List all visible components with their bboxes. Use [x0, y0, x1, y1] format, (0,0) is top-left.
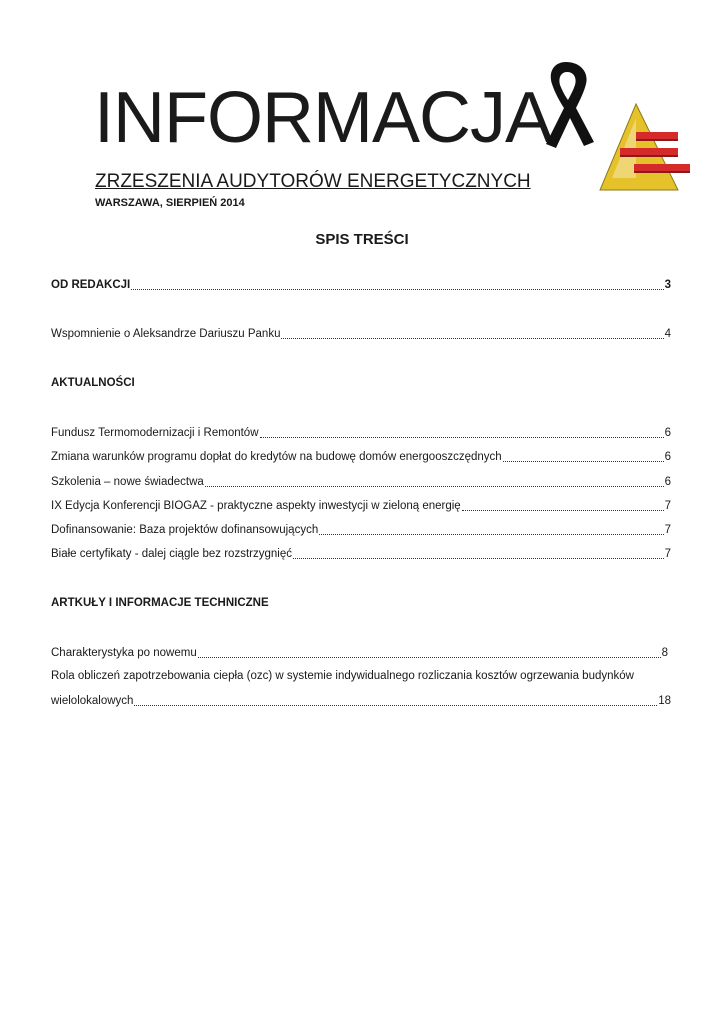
dot-leader [131, 279, 663, 290]
section-heading-aktualnosci: AKTUALNOŚCI [51, 377, 135, 389]
dateline: WARSZAWA, SIERPIEŃ 2014 [95, 197, 245, 209]
mourning-ribbon-icon [540, 58, 596, 150]
toc-entry-page: 3 [664, 279, 671, 291]
dot-leader [134, 695, 657, 706]
toc-entry-page: 7 [664, 524, 671, 536]
toc-entry[interactable] [51, 647, 668, 663]
section-heading-artykuly: ARTKUŁY I INFORMACJE TECHNICZNE [51, 597, 269, 609]
organization-subtitle: ZRZESZENIA AUDYTORÓW ENERGETYCZNYCH [95, 171, 531, 192]
toc-entry-page: 7 [664, 500, 671, 512]
toc-entry[interactable] [51, 524, 671, 540]
toc-entry-label: Zmiana warunków programu dopłat do kredytów na budowę domów energooszczędnych [51, 451, 502, 463]
toc-entry-label: OD REDAKCJI [51, 279, 131, 291]
masthead-title: INFORMACJA [94, 78, 552, 158]
toc-entry[interactable] [51, 451, 671, 467]
toc-entry-page: 6 [664, 476, 671, 488]
toc-entry-page: 7 [664, 548, 671, 560]
toc-entry-page: 6 [664, 451, 671, 463]
toc-entry-label: wielolokalowych [51, 695, 134, 707]
toc-entry-page: 4 [664, 328, 671, 340]
dot-leader [260, 427, 664, 438]
dot-leader [198, 647, 661, 658]
toc-entry[interactable] [51, 500, 671, 516]
zae-logo-icon [598, 102, 694, 194]
toc-entry-page: 8 [661, 647, 668, 659]
dot-leader [319, 524, 663, 535]
toc-entry[interactable] [51, 427, 671, 443]
toc-entry-wspomnienie[interactable] [51, 328, 671, 344]
toc-entry[interactable] [51, 476, 671, 492]
toc-entry-page: 6 [664, 427, 671, 439]
toc-entry-od-redakcji[interactable] [51, 279, 671, 295]
toc-entry-label: Dofinansowanie: Baza projektów dofinansowujących [51, 524, 319, 536]
toc-entry-label: Białe certyfikaty - dalej ciągle bez rozstrzygnięć [51, 548, 292, 560]
toc-entry-rola-line1[interactable]: Rola obliczeń zapotrzebowania ciepła (ozc) w systemie indywidualnego rozliczania kosztów ogrzewania budynków [51, 670, 634, 682]
toc-entry-label: Charakterystyka po nowemu [51, 647, 197, 659]
dot-leader [293, 548, 664, 559]
toc-entry-label: Wspomnienie o Aleksandrze Dariuszu Panku [51, 328, 281, 340]
toc-entry-label: IX Edycja Konferencji BIOGAZ - praktyczne aspekty inwestycji w zieloną energię [51, 500, 461, 512]
toc-entry[interactable] [51, 548, 671, 564]
dot-leader [281, 328, 663, 339]
toc-entry-page: 18 [658, 695, 671, 707]
dot-leader [205, 476, 664, 487]
dot-leader [503, 451, 664, 462]
toc-entry-rola-line2[interactable] [51, 695, 671, 711]
toc-heading: SPIS TREŚCI [315, 231, 409, 248]
toc-entry-label: Szkolenia – nowe świadectwa [51, 476, 204, 488]
toc-entry-label: Fundusz Termomodernizacji i Remontów [51, 427, 259, 439]
dot-leader [462, 500, 664, 511]
